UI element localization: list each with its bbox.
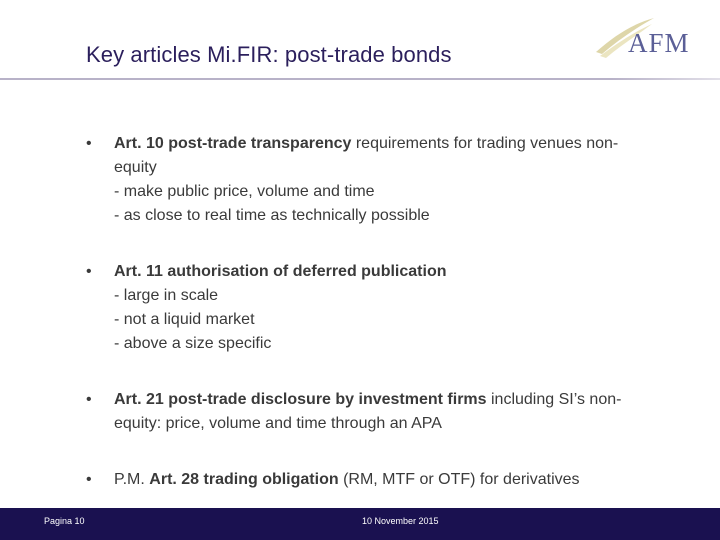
logo-text: AFM xyxy=(628,28,690,58)
bullet-text: including SI’s non- xyxy=(486,391,622,408)
bullet-item-art-10 xyxy=(86,132,686,228)
bullet-text: requirements for trading venues non- xyxy=(351,135,619,152)
bullet-line: equity xyxy=(114,159,157,176)
bullet-line: - not a liquid market xyxy=(114,311,255,328)
bullet-line: - make public price, volume and time xyxy=(114,183,375,200)
afm-logo xyxy=(594,14,704,64)
bullet-text: (RM, MTF or OTF) for derivatives xyxy=(338,471,580,488)
bullet-prefix: P.M. xyxy=(114,471,150,488)
bullet-heading xyxy=(114,388,686,412)
bullet-line: - above a size specific xyxy=(114,335,272,352)
bullet-heading xyxy=(114,132,686,156)
title-divider xyxy=(0,78,720,80)
footer-date: 10 November 2015 xyxy=(362,516,439,526)
slide-title: Key articles Mi.FIR: post-trade bonds xyxy=(86,42,452,67)
bullet-dot: • xyxy=(86,135,92,152)
bullet-line: - as close to real time as technically possible xyxy=(114,207,430,224)
bullet-dot: • xyxy=(86,471,92,488)
bullet-bold-text: Art. 10 post-trade transparency xyxy=(114,135,352,152)
bullet-heading xyxy=(114,260,686,284)
bullet-dot: • xyxy=(86,391,92,408)
bullet-line: equity: price, volume and time through an APA xyxy=(114,415,442,432)
footer-page-number: Pagina 10 xyxy=(44,516,85,526)
bullet-line: - large in scale xyxy=(114,287,219,304)
bullet-list xyxy=(86,132,686,524)
bullet-bold-text: Art. 21 post-trade disclosure by investment firms xyxy=(114,391,487,408)
bullet-item-art-11 xyxy=(86,260,686,356)
bullet-item-art-28 xyxy=(86,468,686,492)
bullet-bold-text: Art. 28 trading obligation xyxy=(149,471,339,488)
footer-bar xyxy=(0,508,720,540)
bullet-dot: • xyxy=(86,263,92,280)
bullet-heading xyxy=(114,468,686,492)
bullet-bold-text: Art. 11 authorisation of deferred publication xyxy=(114,263,447,280)
bullet-item-art-21 xyxy=(86,388,686,436)
